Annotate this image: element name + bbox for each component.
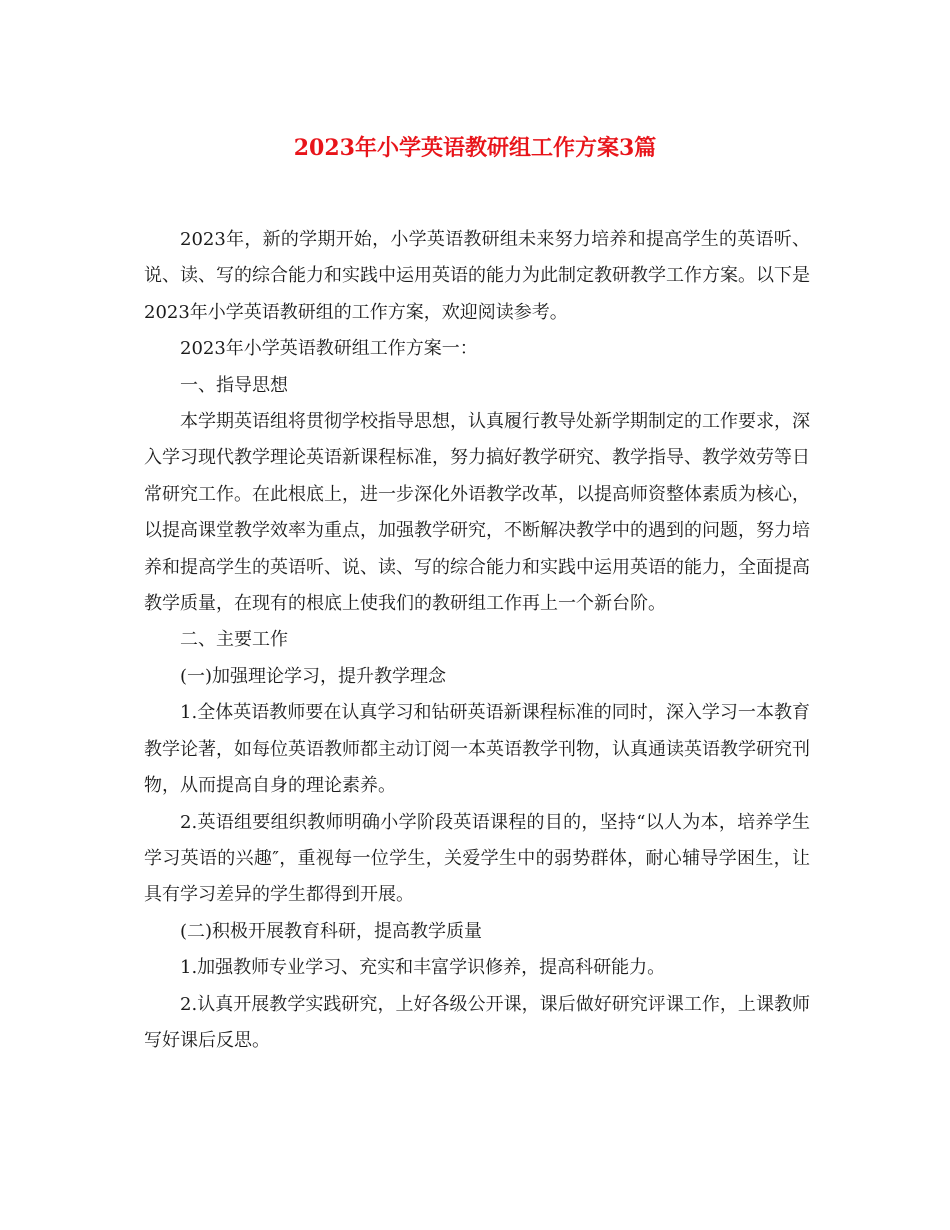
subsection-heading-theory-study: (一)加强理论学习，提升教学理念	[180, 665, 447, 687]
list-item: 2.认真开展教学实践研究，上好各级公开课，课后做好研究评课工作，上课教师写好课后反思。	[144, 993, 810, 1051]
paragraph-intro: 2023年，新的学期开始，小学英语教研组未来努力培养和提高学生的英语听、说、读、写的综合能力和实践中运用英语的能力为此制定教研教学工作方案。以下是2023年小学英语教研组的工作方案，欢迎阅读参考。	[144, 229, 810, 323]
subsection-heading-research: (二)积极开展教育科研，提高教学质量	[180, 920, 483, 942]
list-item: 1.全体英语教师要在认真学习和钻研英语新课程标准的同时，深入学习一本教育教学论著，如每位英语教师都主动订阅一本英语教学刊物，认真通读英语教学研究刊物，从而提高自身的理论素养。	[144, 702, 810, 797]
paragraph-plan-one-heading: 2023年小学英语教研组工作方案一：	[180, 338, 478, 360]
page-title: 2023年小学英语教研组工作方案3篇	[293, 135, 657, 161]
section-heading-guiding-thought: 一、指导思想	[180, 374, 288, 396]
document-body	[144, 222, 810, 1059]
section-heading-main-work: 二、主要工作	[180, 629, 288, 651]
list-item: 2.英语组要组织教师明确小学阶段英语课程的目的，坚持“以人为本，培养学生学习英语的兴趣″，重视每一位学生，关爱学生中的弱势群体，耐心辅导学困生，让具有学习差异的学生都得到开展。	[144, 811, 810, 906]
paragraph-guiding-thought: 本学期英语组将贯彻学校指导思想，认真履行教导处新学期制定的工作要求，深入学习现代教学理论英语新课程标准，努力搞好教学研究、教学指导、教学效劳等日常研究工作。在此根底上，进一步深化外语教学改革，以提高师资整体素质为核心，以提高课堂教学效率为重点，加强教学研究，不断解决教学中的遇到的问题，努力培养和提高学生的英语听、说、读、写的综合能力和实践中运用英语的能力，全面提高教学质量，在现有的根底上使我们的教研组工作再上一个新台阶。	[144, 411, 810, 615]
list-item: 1.加强教师专业学习、充实和丰富学识修养，提高科研能力。	[180, 957, 666, 979]
